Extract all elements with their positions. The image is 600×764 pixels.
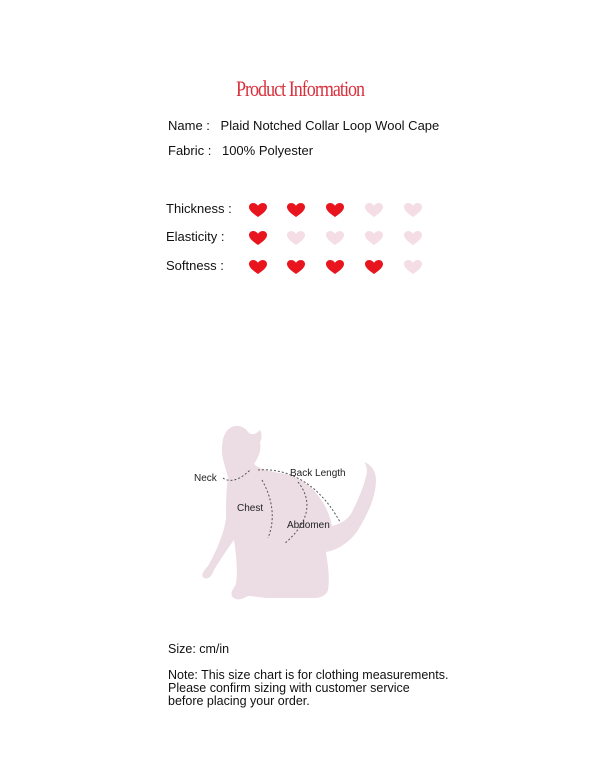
product-fabric-value: 100% Polyester [221,143,314,158]
heart-filled-icon [286,202,306,218]
cat-measurement-diagram [190,420,400,610]
page-title: Product Information [235,76,365,101]
size-note-line-2: Please confirm sizing with customer service [168,681,410,695]
neck-label: Neck [194,473,217,484]
rating-hearts-thickness [248,202,418,218]
product-name-label: Name : [168,118,210,133]
heart-filled-icon [248,259,268,275]
product-fabric-row [168,143,313,158]
heart-filled-icon [364,259,384,275]
product-name-row [168,118,439,133]
heart-filled-icon [325,259,345,275]
heart-filled-icon [248,230,268,246]
heart-filled-icon [325,202,345,218]
heart-empty-icon [364,202,384,218]
heart-empty-icon [325,230,345,246]
product-fabric-label: Fabric : [168,143,212,158]
rating-label-softness: Softness : [166,258,224,273]
size-note-line-1: Note: This size chart is for clothing measurements. [168,668,449,682]
heart-empty-icon [286,230,306,246]
cat-silhouette [202,426,376,599]
rating-hearts-elasticity [248,230,418,246]
cat-silhouette-illustration [190,420,400,610]
chest-label: Chest [237,503,264,514]
product-name-value: Plaid Notched Collar Loop Wool Cape [220,118,440,133]
size-unit-text: Size: cm/in [168,642,230,656]
heart-empty-icon [403,202,423,218]
rating-label-thickness: Thickness : [166,201,232,216]
heart-empty-icon [403,259,423,275]
heart-filled-icon [248,202,268,218]
heart-empty-icon [364,230,384,246]
rating-label-elasticity: Elasticity : [166,229,225,244]
back-length-label: Back Length [290,468,346,479]
rating-hearts-softness [248,259,418,275]
size-note-line-3: before placing your order. [168,694,310,708]
heart-filled-icon [286,259,306,275]
abdomen-label: Abdomen [287,520,330,531]
heart-empty-icon [403,230,423,246]
